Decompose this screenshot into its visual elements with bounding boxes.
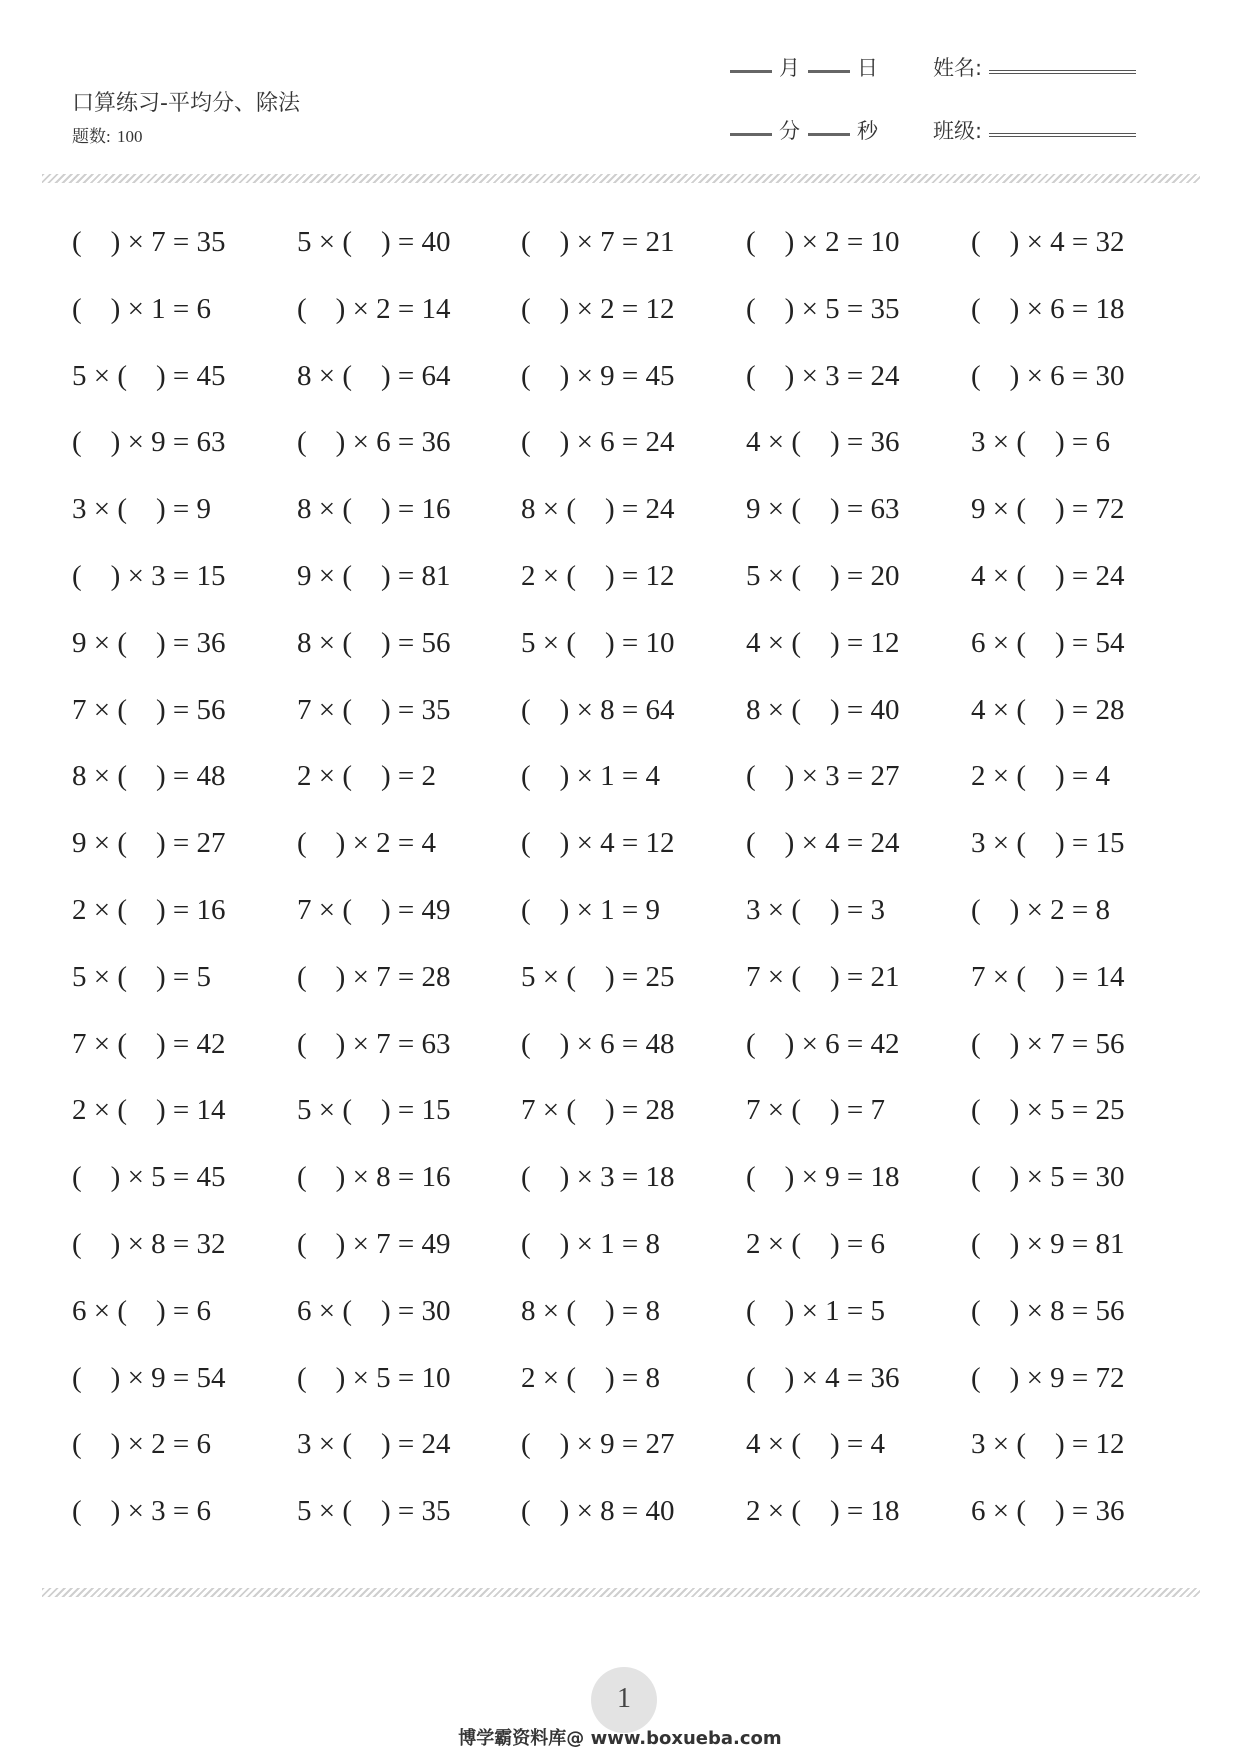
- month-label: 月: [779, 56, 800, 80]
- problem-item[interactable]: 7 × ( ) = 49: [297, 893, 451, 926]
- problem-item[interactable]: ( ) × 9 = 72: [971, 1361, 1125, 1394]
- problem-item[interactable]: 8 × ( ) = 24: [521, 493, 675, 526]
- problem-item[interactable]: ( ) × 1 = 8: [521, 1227, 661, 1260]
- name-label: 姓名:: [933, 56, 983, 80]
- problem-item[interactable]: 6 × ( ) = 6: [72, 1294, 212, 1327]
- problem-item[interactable]: 7 × ( ) = 56: [72, 693, 226, 726]
- problem-item[interactable]: 9 × ( ) = 36: [72, 626, 226, 659]
- problem-item[interactable]: 2 × ( ) = 2: [297, 760, 437, 793]
- problem-item[interactable]: ( ) × 5 = 25: [971, 1094, 1125, 1127]
- problem-item[interactable]: ( ) × 7 = 35: [72, 226, 226, 258]
- problem-item[interactable]: 3 × ( ) = 9: [72, 493, 212, 526]
- problem-item[interactable]: 5 × ( ) = 25: [521, 960, 675, 993]
- problem-item[interactable]: 5 × ( ) = 40: [297, 226, 451, 258]
- class-field[interactable]: [989, 131, 1136, 137]
- problem-item[interactable]: ( ) × 6 = 30: [971, 359, 1125, 392]
- problem-item[interactable]: ( ) × 3 = 6: [72, 1495, 212, 1528]
- problem-item[interactable]: 2 × ( ) = 4: [971, 760, 1111, 793]
- problem-count-label: 题数:: [72, 127, 111, 146]
- problem-item[interactable]: 3 × ( ) = 6: [971, 426, 1111, 459]
- problem-item[interactable]: ( ) × 6 = 18: [971, 292, 1125, 325]
- problem-item[interactable]: 2 × ( ) = 12: [521, 559, 675, 592]
- problem-item[interactable]: 5 × ( ) = 15: [297, 1094, 451, 1127]
- minute-label: 分: [779, 119, 800, 143]
- problem-item[interactable]: ( ) × 8 = 40: [521, 1495, 675, 1528]
- problem-item[interactable]: 7 × ( ) = 21: [746, 960, 900, 993]
- problem-item[interactable]: ( ) × 7 = 28: [297, 960, 451, 993]
- problem-item[interactable]: ( ) × 3 = 27: [746, 760, 900, 793]
- problem-item[interactable]: 8 × ( ) = 8: [521, 1294, 661, 1327]
- problem-item[interactable]: ( ) × 3 = 15: [72, 559, 226, 592]
- problem-item[interactable]: ( ) × 4 = 24: [746, 827, 900, 860]
- problem-item[interactable]: 5 × ( ) = 20: [746, 559, 900, 592]
- problem-item[interactable]: ( ) × 8 = 16: [297, 1161, 451, 1194]
- problem-item[interactable]: ( ) × 5 = 10: [297, 1361, 451, 1394]
- problem-item[interactable]: 2 × ( ) = 16: [72, 893, 226, 926]
- problem-item[interactable]: 5 × ( ) = 45: [72, 359, 226, 392]
- problem-item[interactable]: 3 × ( ) = 24: [297, 1428, 451, 1461]
- problem-item[interactable]: 7 × ( ) = 28: [521, 1094, 675, 1127]
- problem-item[interactable]: ( ) × 6 = 48: [521, 1027, 675, 1060]
- problem-item[interactable]: 4 × ( ) = 24: [971, 559, 1125, 592]
- problem-item[interactable]: ( ) × 4 = 36: [746, 1361, 900, 1394]
- bottom-hatched-divider: [42, 1588, 1200, 1597]
- problem-item[interactable]: 7 × ( ) = 14: [971, 960, 1125, 993]
- problem-item[interactable]: ( ) × 2 = 12: [521, 292, 675, 325]
- problem-item[interactable]: ( ) × 7 = 21: [521, 226, 675, 258]
- problem-item[interactable]: 3 × ( ) = 12: [971, 1428, 1125, 1461]
- problem-item[interactable]: ( ) × 6 = 36: [297, 426, 451, 459]
- problem-item[interactable]: ( ) × 7 = 56: [971, 1027, 1125, 1060]
- problem-item[interactable]: 2 × ( ) = 6: [746, 1227, 886, 1260]
- problem-item[interactable]: ( ) × 1 = 6: [72, 292, 212, 325]
- problem-item[interactable]: 4 × ( ) = 28: [971, 693, 1125, 726]
- problem-item[interactable]: 8 × ( ) = 40: [746, 693, 900, 726]
- problem-item[interactable]: 6 × ( ) = 30: [297, 1294, 451, 1327]
- problem-item[interactable]: 8 × ( ) = 16: [297, 493, 451, 526]
- problem-item[interactable]: 9 × ( ) = 27: [72, 827, 226, 860]
- problem-item[interactable]: ( ) × 8 = 64: [521, 693, 675, 726]
- problem-item[interactable]: ( ) × 8 = 32: [72, 1227, 226, 1260]
- problem-item[interactable]: 3 × ( ) = 3: [746, 893, 886, 926]
- second-label: 秒: [857, 119, 878, 143]
- problem-item[interactable]: ( ) × 5 = 45: [72, 1161, 226, 1194]
- minute-blank[interactable]: [730, 133, 772, 136]
- problem-item[interactable]: 8 × ( ) = 56: [297, 626, 451, 659]
- problem-item[interactable]: ( ) × 3 = 24: [746, 359, 900, 392]
- problem-item[interactable]: 6 × ( ) = 54: [971, 626, 1125, 659]
- second-blank[interactable]: [808, 133, 850, 136]
- problem-item[interactable]: 4 × ( ) = 12: [746, 626, 900, 659]
- problem-item[interactable]: ( ) × 8 = 56: [971, 1294, 1125, 1327]
- problem-item[interactable]: 8 × ( ) = 64: [297, 359, 451, 392]
- problem-item[interactable]: ( ) × 2 = 8: [971, 893, 1111, 926]
- problem-item[interactable]: ( ) × 9 = 27: [521, 1428, 675, 1461]
- problem-item[interactable]: ( ) × 1 = 5: [746, 1294, 886, 1327]
- problem-item[interactable]: 4 × ( ) = 36: [746, 426, 900, 459]
- problem-item[interactable]: ( ) × 9 = 45: [521, 359, 675, 392]
- problem-item[interactable]: ( ) × 9 = 63: [72, 426, 226, 459]
- problem-item[interactable]: 7 × ( ) = 42: [72, 1027, 226, 1060]
- problem-item[interactable]: 9 × ( ) = 72: [971, 493, 1125, 526]
- problem-item[interactable]: ( ) × 4 = 32: [971, 226, 1125, 258]
- problem-item[interactable]: ( ) × 2 = 4: [297, 827, 437, 860]
- problem-item[interactable]: ( ) × 7 = 63: [297, 1027, 451, 1060]
- problem-item[interactable]: ( ) × 5 = 35: [746, 292, 900, 325]
- class-label: 班级:: [933, 119, 983, 143]
- problem-item[interactable]: ( ) × 9 = 18: [746, 1161, 900, 1194]
- problem-item[interactable]: ( ) × 2 = 14: [297, 292, 451, 325]
- problem-item[interactable]: 9 × ( ) = 81: [297, 559, 451, 592]
- problem-item[interactable]: 7 × ( ) = 35: [297, 693, 451, 726]
- problem-item[interactable]: 4 × ( ) = 4: [746, 1428, 886, 1461]
- problem-item[interactable]: ( ) × 9 = 54: [72, 1361, 226, 1394]
- name-field[interactable]: [989, 68, 1136, 74]
- problem-item[interactable]: ( ) × 5 = 30: [971, 1161, 1125, 1194]
- problem-item[interactable]: ( ) × 6 = 42: [746, 1027, 900, 1060]
- problem-count: [72, 122, 142, 147]
- problem-item[interactable]: ( ) × 9 = 81: [971, 1227, 1125, 1260]
- problem-item[interactable]: 5 × ( ) = 5: [72, 960, 212, 993]
- problem-item[interactable]: ( ) × 1 = 4: [521, 760, 661, 793]
- day-label: 日: [857, 56, 878, 80]
- month-blank[interactable]: [730, 70, 772, 73]
- problem-item[interactable]: 2 × ( ) = 14: [72, 1094, 226, 1127]
- day-blank[interactable]: [808, 70, 850, 73]
- problem-item[interactable]: 8 × ( ) = 48: [72, 760, 226, 793]
- problem-item[interactable]: ( ) × 2 = 10: [746, 226, 900, 258]
- page-number: 1: [617, 1683, 631, 1714]
- problem-item[interactable]: 5 × ( ) = 10: [521, 626, 675, 659]
- worksheet-title: 口算练习-平均分、除法: [72, 91, 300, 116]
- problem-item[interactable]: ( ) × 4 = 12: [521, 827, 675, 860]
- problem-item[interactable]: 6 × ( ) = 36: [971, 1495, 1125, 1528]
- problem-item[interactable]: 2 × ( ) = 8: [521, 1361, 661, 1394]
- top-hatched-divider: [42, 174, 1200, 183]
- problem-item[interactable]: ( ) × 2 = 6: [72, 1428, 212, 1461]
- problem-item[interactable]: ( ) × 7 = 49: [297, 1227, 451, 1260]
- problem-item[interactable]: 2 × ( ) = 18: [746, 1495, 900, 1528]
- problem-item[interactable]: 5 × ( ) = 35: [297, 1495, 451, 1528]
- problem-item[interactable]: ( ) × 3 = 18: [521, 1161, 675, 1194]
- watermark-text: 博学霸资料库@ www.boxueba.com: [458, 1728, 782, 1749]
- problem-item[interactable]: ( ) × 1 = 9: [521, 893, 661, 926]
- problem-item[interactable]: ( ) × 6 = 24: [521, 426, 675, 459]
- problem-item[interactable]: 9 × ( ) = 63: [746, 493, 900, 526]
- problem-count-value: 100: [116, 127, 143, 146]
- problem-item[interactable]: 3 × ( ) = 15: [971, 827, 1125, 860]
- problem-item[interactable]: 7 × ( ) = 7: [746, 1094, 886, 1127]
